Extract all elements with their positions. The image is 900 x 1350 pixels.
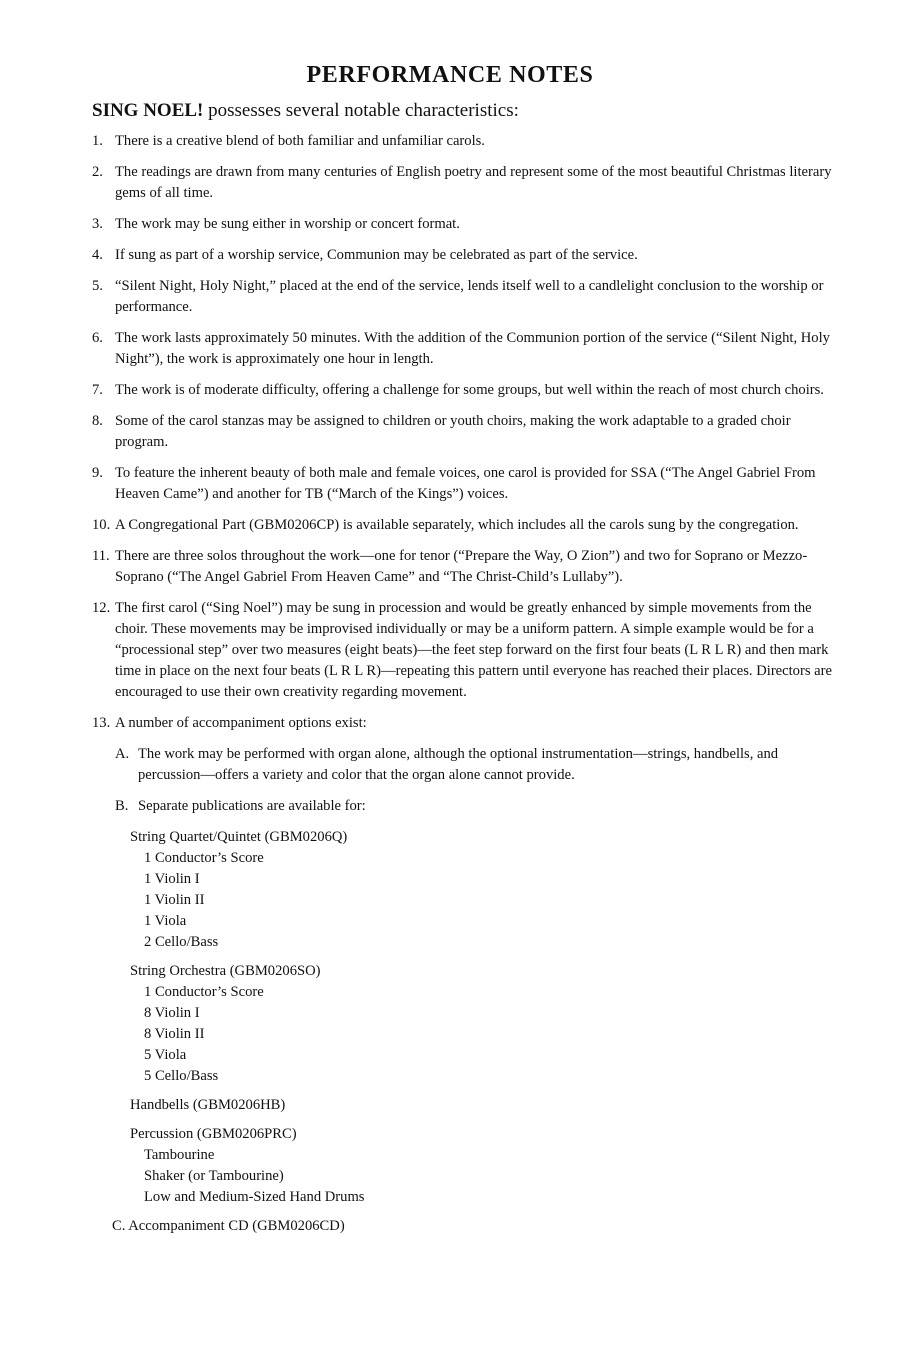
note-number: 8. xyxy=(92,413,103,429)
group-item: 1 Conductor’s Score xyxy=(144,850,264,866)
group-item: 5 Cello/Bass xyxy=(144,1068,219,1084)
note-item xyxy=(92,162,842,204)
note-number: 7. xyxy=(92,382,103,398)
note-item xyxy=(92,463,842,505)
intro-line xyxy=(92,100,519,122)
note-number: 2. xyxy=(92,164,103,180)
option-text: The work may be performed with organ alone, although the optional instrumentation—strings, handbells, and percussion—offers a variety and color that the organ alone cannot provide. xyxy=(138,746,779,783)
note-number: 12. xyxy=(92,600,111,616)
note-item xyxy=(92,713,842,734)
note-number: 6. xyxy=(92,330,103,346)
group-item: 1 Violin II xyxy=(144,892,205,908)
note-number: 4. xyxy=(92,247,103,263)
note-number: 10. xyxy=(92,517,111,533)
accompaniment-option-c xyxy=(112,1216,842,1237)
notes-list xyxy=(92,131,842,1237)
publication-group-percussion xyxy=(130,1124,842,1208)
note-item xyxy=(92,328,842,370)
page-title: PERFORMANCE NOTES xyxy=(306,62,594,88)
publication-group-handbells xyxy=(130,1095,842,1116)
note-text: The work is of moderate difficulty, offering a challenge for some groups, but well within the reach of most church choirs. xyxy=(115,382,824,398)
publication-group-string-orchestra xyxy=(130,961,842,1087)
group-item: 1 Viola xyxy=(144,913,187,929)
note-item xyxy=(92,546,842,588)
note-item xyxy=(92,276,842,318)
note-text: The work may be sung either in worship or concert format. xyxy=(115,216,460,232)
note-item xyxy=(92,380,842,401)
note-number: 11. xyxy=(92,548,110,564)
group-item: 1 Conductor’s Score xyxy=(144,984,264,1000)
note-number: 5. xyxy=(92,278,103,294)
note-text: Some of the carol stanzas may be assigned to children or youth choirs, making the work adaptable to a graded choir program. xyxy=(115,413,791,450)
note-text: “Silent Night, Holy Night,” placed at the end of the service, lends itself well to a candlelight conclusion to the worship or performance. xyxy=(115,278,824,315)
note-number: 9. xyxy=(92,465,103,481)
option-text: Separate publications are available for: xyxy=(138,798,366,814)
group-title: String Orchestra (GBM0206SO) xyxy=(130,963,321,979)
group-item: Tambourine xyxy=(144,1147,215,1163)
note-text: If sung as part of a worship service, Communion may be celebrated as part of the service. xyxy=(115,247,638,263)
note-item xyxy=(92,515,842,536)
note-item xyxy=(92,131,842,152)
group-title: Handbells (GBM0206HB) xyxy=(130,1097,286,1113)
group-title: Percussion (GBM0206PRC) xyxy=(130,1126,297,1142)
note-number: 1. xyxy=(92,133,103,149)
note-text: The first carol (“Sing Noel”) may be sung in procession and would be greatly enhanced by simple movements from the choir. These movements may be improvised individually or may be a uniform pattern. A simple example would be for a “processional step” over two measures (eight beats)—the feet step forward on the first four beats (L R L R) and then mark time in place on the next four beats (L R L R)—repeating this pattern until everyone has reached their places. Directors are encouraged to use their own creativity regarding movement. xyxy=(115,600,832,700)
note-text: A number of accompaniment options exist: xyxy=(115,715,367,731)
option-letter: B. xyxy=(115,798,129,814)
group-item: 8 Violin I xyxy=(144,1005,200,1021)
accompaniment-option-a xyxy=(115,744,842,786)
group-item: 5 Viola xyxy=(144,1047,187,1063)
note-text: To feature the inherent beauty of both male and female voices, one carol is provided for SSA (“The Angel Gabriel From Heaven Came”) and another for TB (“March of the Kings”) voices. xyxy=(115,465,816,502)
note-text: There are three solos throughout the work—one for tenor (“Prepare the Way, O Zion”) and two for Soprano or Mezzo-Soprano (“The Angel Gabriel From Heaven Came” and “The Christ-Child’s Lullaby”). xyxy=(115,548,808,585)
note-item xyxy=(92,598,842,703)
note-number: 13. xyxy=(92,715,111,731)
note-item xyxy=(92,214,842,235)
note-text: A Congregational Part (GBM0206CP) is available separately, which includes all the carols sung by the congregation. xyxy=(115,517,799,533)
note-number: 3. xyxy=(92,216,103,232)
note-text: There is a creative blend of both familiar and unfamiliar carols. xyxy=(115,133,485,149)
group-item: Shaker (or Tambourine) xyxy=(144,1168,284,1184)
option-letter: A. xyxy=(115,746,130,762)
group-item: 8 Violin II xyxy=(144,1026,205,1042)
option-letter: C. xyxy=(112,1218,126,1234)
group-item: 2 Cello/Bass xyxy=(144,934,219,950)
note-item xyxy=(92,245,842,266)
publication-group-string-quartet xyxy=(130,827,842,953)
group-item: 1 Violin I xyxy=(144,871,200,887)
intro-rest: possesses several notable characteristics: xyxy=(203,100,519,121)
option-text: Accompaniment CD (GBM0206CD) xyxy=(128,1218,345,1234)
intro-lead: SING NOEL! xyxy=(92,100,204,121)
note-text: The readings are drawn from many centuries of English poetry and represent some of the most beautiful Christmas literary gems of all time. xyxy=(115,164,832,201)
note-text: The work lasts approximately 50 minutes. With the addition of the Communion portion of the service (“Silent Night, Holy Night”), the work is approximately one hour in length. xyxy=(115,330,830,367)
note-item xyxy=(92,411,842,453)
accompaniment-option-b xyxy=(115,796,842,817)
group-item: Low and Medium-Sized Hand Drums xyxy=(144,1189,365,1205)
group-title: String Quartet/Quintet (GBM0206Q) xyxy=(130,829,348,845)
